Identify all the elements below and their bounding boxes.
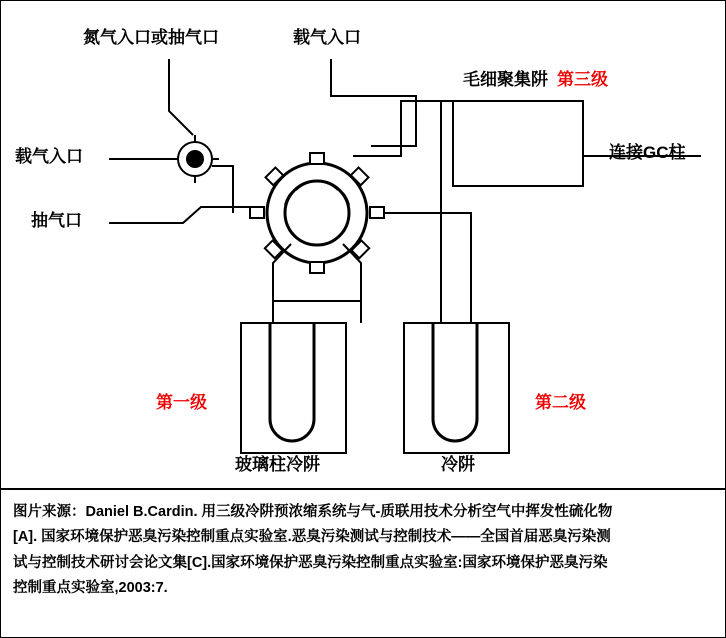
label-stage-two: 第二级	[535, 393, 586, 412]
label-carrier-gas-inlet-left: 载气入口	[15, 147, 83, 166]
figure-caption	[1, 488, 725, 637]
stage2-bath	[404, 323, 509, 453]
caption-line-3: 试与控制技术研讨会论文集[C].国家环境保护恶臭污染控制重点实验室:国家环境保护恶臭污染	[13, 554, 608, 571]
caption-line-4: 控制重点实验室,2003:7.	[13, 580, 168, 597]
valve-port-e	[370, 207, 384, 218]
label-glass-cold-trap: 玻璃柱冷阱	[235, 455, 320, 474]
stage1-bath	[241, 323, 346, 453]
capillary-trap-box	[453, 101, 583, 186]
label-stage-one: 第一级	[156, 393, 207, 412]
diagram-area	[1, 1, 725, 488]
caption-line-2: [A]. 国家环境保护恶臭污染控制重点实验室.恶臭污染测试与控制技术——全国首届恶臭污染测	[13, 529, 611, 546]
valve-port-s	[310, 262, 324, 273]
valve-port-n	[310, 153, 324, 164]
label-gc-column: 连接GC柱	[609, 143, 686, 162]
valve-to-stage2-line	[384, 213, 471, 323]
knob-to-valve-line	[212, 166, 233, 213]
label-carrier-gas-inlet-top: 载气入口	[293, 28, 361, 47]
pump-outlet-line	[109, 207, 251, 223]
label-stage-three: 第三级	[557, 70, 608, 89]
rotary-valve-hub	[186, 150, 204, 168]
label-capillary-trap: 毛细聚集阱	[463, 70, 548, 89]
label-nitrogen-inlet: 氮气入口或抽气口	[83, 28, 219, 47]
stage1-top-rail	[273, 301, 361, 323]
caption-line-1: 图片来源：Daniel B.Cardin. 用三级冷阱预浓缩系统与气-质联用技术分析空气中挥发性硫化物	[13, 504, 613, 520]
label-pump-outlet: 抽气口	[31, 211, 82, 230]
label-cold-trap: 冷阱	[441, 455, 475, 474]
diagram-schematic	[1, 1, 725, 488]
carrier-gas-top-line	[331, 59, 416, 146]
valve-port-w	[250, 207, 264, 218]
valve-to-trap-top-line	[353, 101, 453, 156]
nitrogen-inlet-line	[169, 59, 193, 135]
